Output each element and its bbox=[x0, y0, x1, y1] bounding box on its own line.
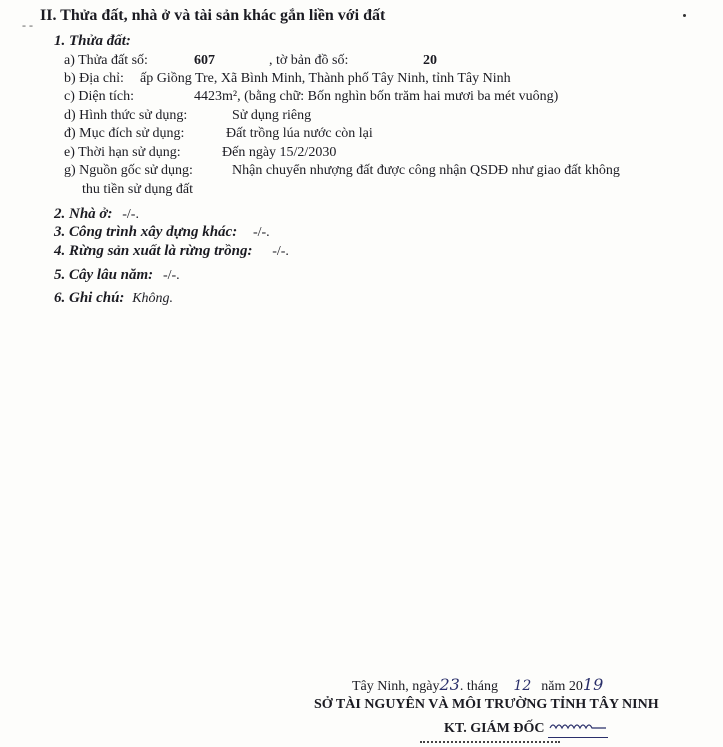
house-value: -/-. bbox=[122, 207, 139, 222]
address-row bbox=[64, 71, 704, 89]
use-form-row bbox=[64, 108, 704, 126]
speck bbox=[683, 14, 686, 17]
forest-value: -/-. bbox=[272, 244, 289, 259]
signature-mark bbox=[548, 720, 608, 738]
perennial-row bbox=[54, 267, 180, 284]
other-works-value: -/-. bbox=[252, 225, 270, 240]
parcel-number: 607 bbox=[194, 53, 215, 68]
month-label: . tháng bbox=[459, 679, 498, 694]
parcel-label: a) Thửa đất số: bbox=[64, 53, 148, 68]
area-row bbox=[64, 89, 704, 107]
signer-block bbox=[444, 720, 608, 738]
use-form-label: d) Hình thức sử dụng: bbox=[64, 108, 188, 123]
map-number: 20 bbox=[423, 53, 437, 68]
house-heading: 2. Nhà ở: bbox=[54, 206, 113, 222]
signature-scribble bbox=[548, 720, 608, 732]
perennial-value: -/-. bbox=[162, 268, 180, 283]
place-date bbox=[352, 675, 603, 695]
signer-title: KT. GIÁM ĐỐC bbox=[444, 721, 545, 736]
origin-label: g) Nguồn gốc sử dụng: bbox=[64, 163, 193, 178]
parcel-row bbox=[64, 53, 664, 71]
purpose-label: đ) Mục đích sử dụng: bbox=[64, 126, 185, 141]
date-month: 12 bbox=[513, 678, 532, 694]
organization-name: SỞ TÀI NGUYÊN VÀ MÔI TRƯỜNG TỈNH TÂY NINH bbox=[314, 697, 659, 712]
section-title: II. Thửa đất, nhà ở và tài sản khác gắn liền với đất bbox=[40, 7, 386, 24]
address-value: ấp Giồng Tre, Xã Bình Minh, Thành phố Tây Ninh, tỉnh Tây Ninh bbox=[140, 71, 511, 86]
origin-row bbox=[64, 163, 714, 181]
date-day: 23 bbox=[439, 675, 460, 694]
land-heading: 1. Thửa đất: bbox=[54, 33, 131, 49]
purpose-row bbox=[64, 126, 704, 144]
perennial-heading: 5. Cây lâu năm: bbox=[54, 267, 154, 283]
date-year: 19 bbox=[582, 675, 604, 694]
term-row bbox=[64, 145, 704, 163]
use-form-value: Sử dụng riêng bbox=[232, 108, 312, 123]
map-label: , tờ bản đồ số: bbox=[269, 53, 349, 68]
area-label: c) Diện tích: bbox=[64, 89, 134, 104]
other-works-heading: 3. Công trình xây dựng khác: bbox=[54, 224, 238, 240]
area-value: 4423m², (bằng chữ: Bốn nghìn bốn trăm hai mươi ba mét vuông) bbox=[194, 89, 559, 104]
note-row bbox=[54, 290, 173, 307]
origin-value: Nhận chuyển nhượng đất được công nhận QSDĐ như giao đất không bbox=[232, 163, 620, 178]
house-row bbox=[54, 206, 139, 223]
margin-mark: - - bbox=[22, 18, 33, 32]
address-label: b) Địa chỉ: bbox=[64, 71, 124, 86]
term-label: e) Thời hạn sử dụng: bbox=[64, 145, 181, 160]
forest-row bbox=[54, 243, 289, 260]
term-value: Đến ngày 15/2/2030 bbox=[222, 145, 337, 160]
cut-off-line bbox=[420, 741, 560, 747]
note-heading: 6. Ghi chú: bbox=[54, 290, 125, 306]
origin-value-cont: thu tiền sử dụng đất bbox=[82, 182, 194, 197]
year-label: năm 20 bbox=[541, 679, 583, 694]
purpose-value: Đất trồng lúa nước còn lại bbox=[226, 126, 373, 141]
place-date-prefix: Tây Ninh, ngày bbox=[352, 679, 440, 694]
other-works-row bbox=[54, 224, 270, 241]
forest-heading: 4. Rừng sản xuất là rừng trồng: bbox=[54, 243, 253, 259]
note-value: Không. bbox=[132, 291, 174, 306]
